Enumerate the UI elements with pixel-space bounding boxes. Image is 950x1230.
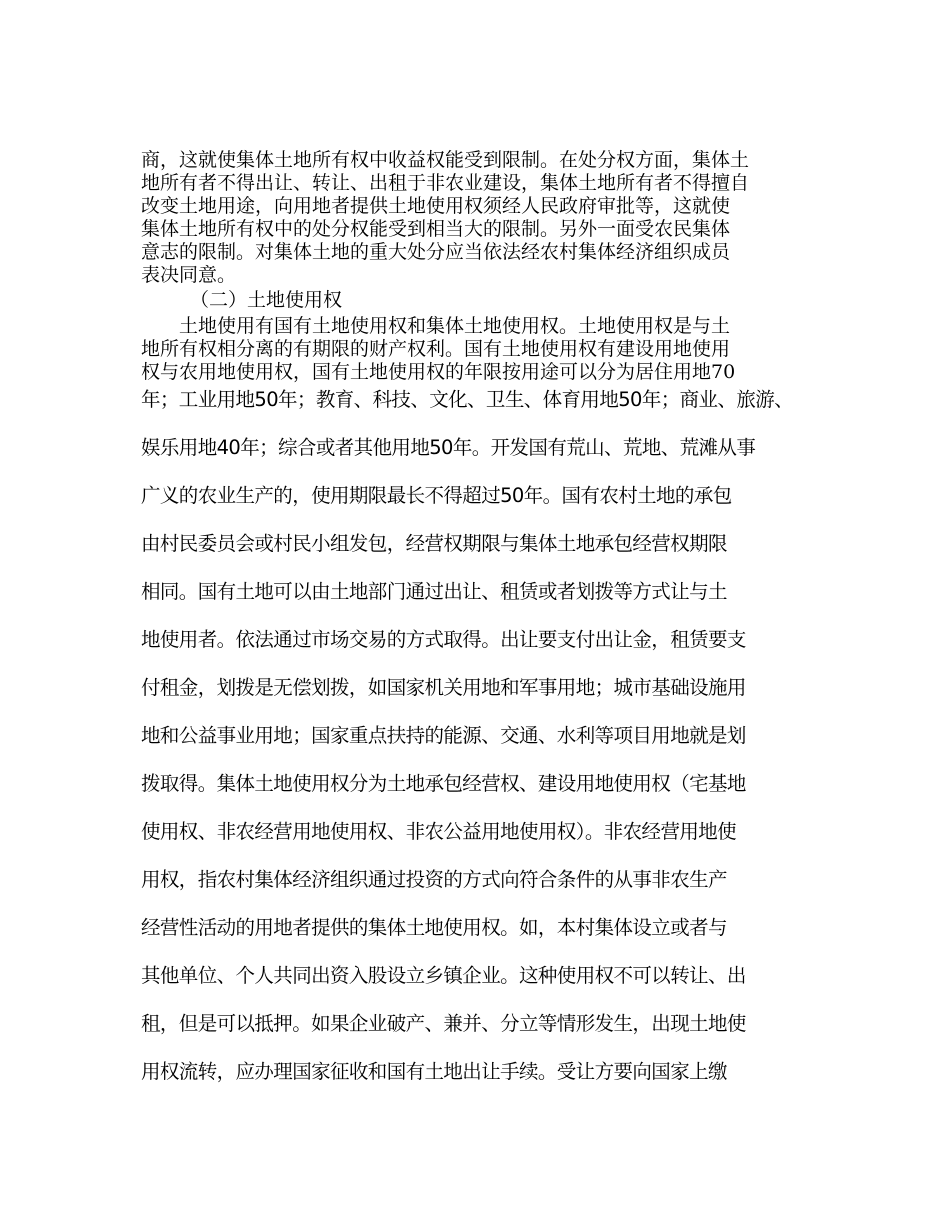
section-heading: （二）土地使用权 — [190, 289, 343, 311]
upper-line-4: 集体土地所有权中的处分权能受到相当大的限制。另外一面受农民集体 — [141, 218, 731, 240]
body-line-3: 广义的农业生产的，使用期限最长不得超过50年。国有农村土地的承包 — [141, 484, 732, 507]
body-line-6: 地使用者。依法通过市场交易的方式取得。出让要支付出让金，租赁要支 — [141, 628, 746, 651]
body-line-5: 相同。国有土地可以由土地部门通过出让、租赁或者划拨等方式让与土 — [141, 580, 727, 603]
upper-line-3: 改变土地用途，向用地者提供土地使用权须经人民政府审批等，这就使 — [141, 195, 731, 217]
upper-line-2: 地所有者不得出让、转让、出租于非农业建设，集体土地所有者不得擅自 — [141, 172, 750, 194]
body-line-12: 经营性活动的用地者提供的集体土地使用权。如，本村集体设立或者与 — [141, 916, 727, 939]
intro-line-2: 地所有权相分离的有期限的财产权利。国有土地使用权有建设用地使用 — [141, 338, 731, 360]
body-line-11: 用权，指农村集体经济组织通过投资的方式向符合条件的从事非农生产 — [141, 868, 727, 891]
body-line-13: 其他单位、个人共同出资入股设立乡镇企业。这种使用权不可以转让、出 — [141, 964, 746, 987]
body-line-2: 娱乐用地40年；综合或者其他用地50年。开发国有荒山、荒地、荒滩从事 — [141, 436, 756, 459]
upper-line-1: 商，这就使集体土地所有权中收益权能受到限制。在处分权方面，集体土 — [141, 149, 750, 171]
body-line-15: 用权流转，应办理国家征收和国有土地出让手续。受让方要向国家上缴 — [141, 1060, 727, 1083]
body-line-7: 付租金，划拨是无偿划拨，如国家机关用地和军事用地；城市基础设施用 — [141, 676, 746, 699]
body-line-8: 地和公益事业用地；国家重点扶持的能源、交通、水利等项目用地就是划 — [141, 724, 746, 747]
upper-line-6: 表决同意。 — [141, 264, 237, 286]
body-line-9: 拨取得。集体土地使用权分为土地承包经营权、建设用地使用权（宅基地 — [141, 772, 746, 795]
body-line-1: 年；工业用地50年；教育、科技、文化、卫生、体育用地50年；商业、旅游、 — [141, 388, 794, 411]
intro-line-1: 土地使用有国有土地使用权和集体土地使用权。土地使用权是与土 — [179, 315, 731, 337]
body-line-14: 租，但是可以抵押。如果企业破产、兼并、分立等情形发生，出现土地使 — [141, 1012, 746, 1035]
upper-line-5: 意志的限制。对集体土地的重大处分应当依法经农村集体经济组织成员 — [141, 241, 731, 263]
intro-line-3: 权与农用地使用权，国有土地使用权的年限按用途可以分为居住用地70 — [141, 361, 736, 383]
body-line-4: 由村民委员会或村民小组发包，经营权期限与集体土地承包经营权期限 — [141, 532, 727, 555]
body-line-10: 使用权、非农经营用地使用权、非农公益用地使用权）。非农经营用地使 — [141, 820, 737, 843]
